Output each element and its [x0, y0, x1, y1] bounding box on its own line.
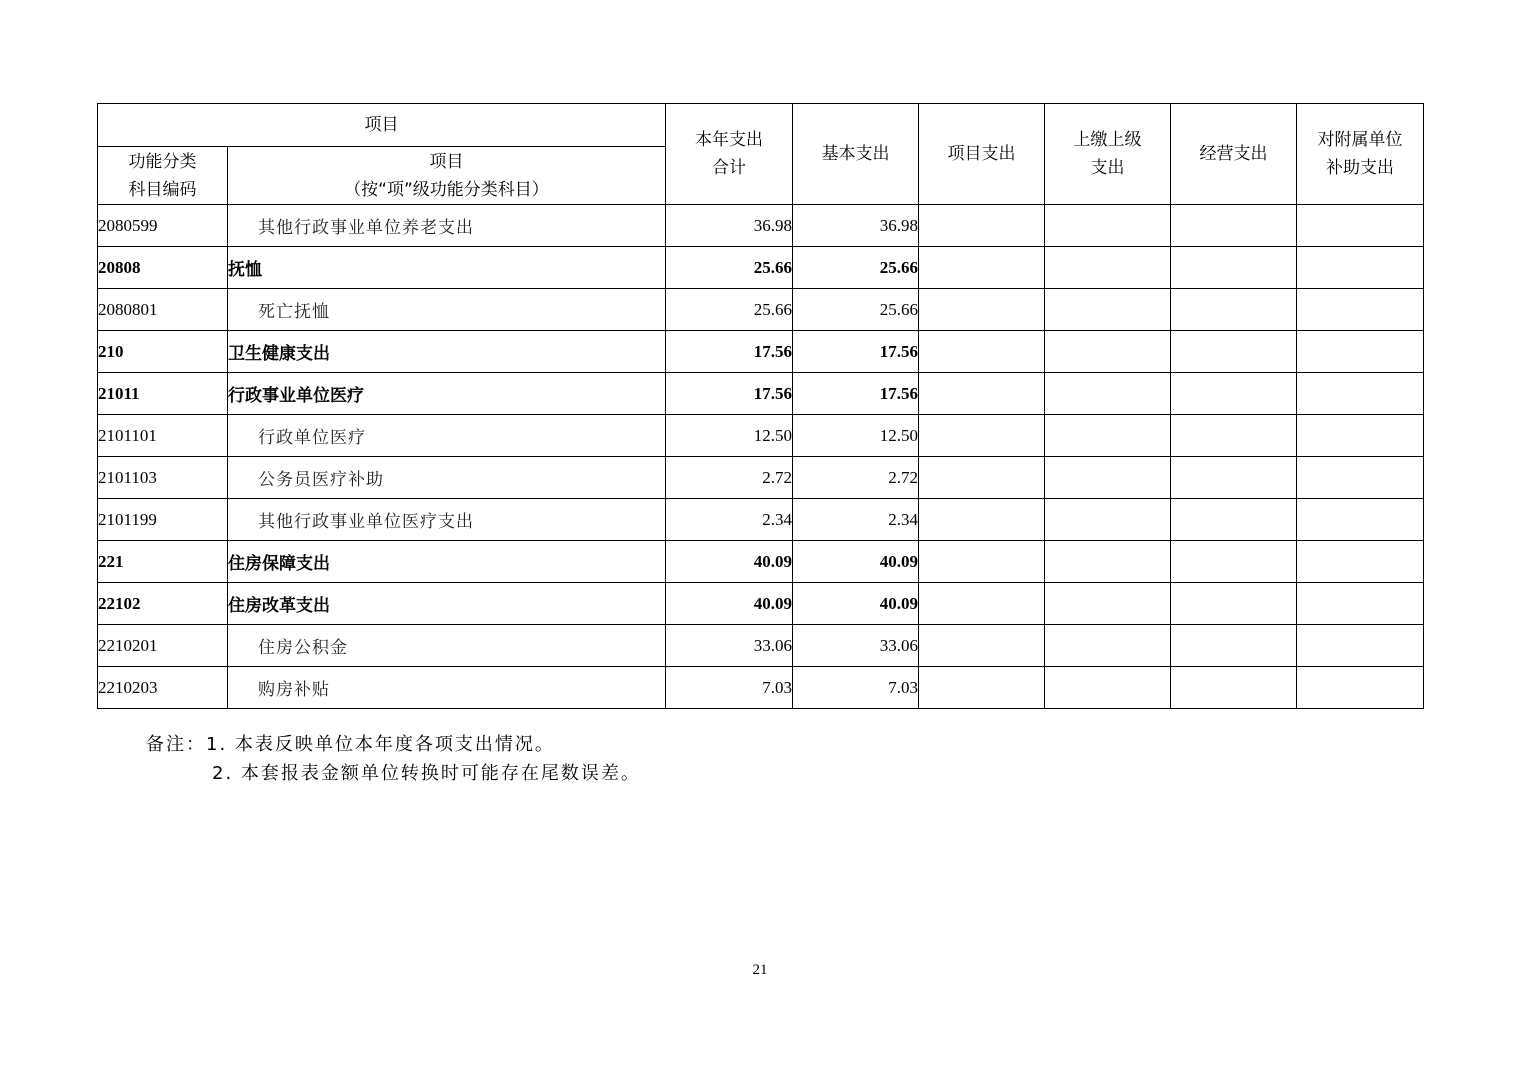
- cell-basic: 7.03: [793, 667, 919, 709]
- cell-upper: [1045, 667, 1171, 709]
- cell-upper: [1045, 583, 1171, 625]
- cell-total: 2.34: [666, 499, 793, 541]
- cell-code: 21011: [98, 373, 228, 415]
- header-item-sub: 项目 （按“项”级功能分类科目）: [228, 147, 666, 205]
- cell-project: [919, 625, 1045, 667]
- cell-code: 2080801: [98, 289, 228, 331]
- cell-name: 住房保障支出: [228, 541, 666, 583]
- cell-basic: 2.34: [793, 499, 919, 541]
- table-row: [98, 373, 1424, 415]
- cell-basic: 25.66: [793, 247, 919, 289]
- cell-operating: [1171, 415, 1297, 457]
- cell-total: 40.09: [666, 583, 793, 625]
- cell-subsidy: [1297, 457, 1424, 499]
- table-row: [98, 247, 1424, 289]
- cell-upper: [1045, 457, 1171, 499]
- cell-basic: 33.06: [793, 625, 919, 667]
- cell-operating: [1171, 331, 1297, 373]
- cell-operating: [1171, 499, 1297, 541]
- cell-total: 33.06: [666, 625, 793, 667]
- header-upper: 上缴上级 支出: [1045, 104, 1171, 205]
- cell-subsidy: [1297, 667, 1424, 709]
- cell-code: 2101103: [98, 457, 228, 499]
- table-notes: [146, 730, 641, 788]
- cell-total: 17.56: [666, 373, 793, 415]
- cell-total: 12.50: [666, 415, 793, 457]
- cell-total: 40.09: [666, 541, 793, 583]
- cell-operating: [1171, 457, 1297, 499]
- cell-name: 住房改革支出: [228, 583, 666, 625]
- cell-upper: [1045, 499, 1171, 541]
- cell-code: 20808: [98, 247, 228, 289]
- cell-upper: [1045, 331, 1171, 373]
- cell-operating: [1171, 625, 1297, 667]
- cell-total: 2.72: [666, 457, 793, 499]
- cell-code: 2101199: [98, 499, 228, 541]
- cell-total: 7.03: [666, 667, 793, 709]
- cell-project: [919, 415, 1045, 457]
- cell-name: 其他行政事业单位养老支出: [228, 205, 666, 247]
- cell-subsidy: [1297, 415, 1424, 457]
- cell-upper: [1045, 541, 1171, 583]
- cell-project: [919, 499, 1045, 541]
- cell-name: 其他行政事业单位医疗支出: [228, 499, 666, 541]
- cell-name: 住房公积金: [228, 625, 666, 667]
- cell-subsidy: [1297, 331, 1424, 373]
- table-row: [98, 205, 1424, 247]
- cell-project: [919, 457, 1045, 499]
- cell-basic: 25.66: [793, 289, 919, 331]
- table-row: [98, 625, 1424, 667]
- cell-subsidy: [1297, 541, 1424, 583]
- cell-basic: 12.50: [793, 415, 919, 457]
- cell-name: 行政单位医疗: [228, 415, 666, 457]
- table-row: [98, 499, 1424, 541]
- table-row: [98, 289, 1424, 331]
- header-total: 本年支出 合计: [666, 104, 793, 205]
- cell-upper: [1045, 205, 1171, 247]
- cell-upper: [1045, 289, 1171, 331]
- cell-upper: [1045, 415, 1171, 457]
- cell-project: [919, 289, 1045, 331]
- cell-code: 2080599: [98, 205, 228, 247]
- note-line-1: 备注：1. 本表反映单位本年度各项支出情况。: [146, 734, 555, 755]
- expenditure-table: [97, 103, 1424, 709]
- table-row: [98, 541, 1424, 583]
- header-operating: 经营支出: [1171, 104, 1297, 205]
- cell-total: 25.66: [666, 247, 793, 289]
- cell-project: [919, 541, 1045, 583]
- cell-operating: [1171, 289, 1297, 331]
- cell-subsidy: [1297, 205, 1424, 247]
- cell-project: [919, 205, 1045, 247]
- cell-basic: 17.56: [793, 331, 919, 373]
- cell-operating: [1171, 205, 1297, 247]
- cell-subsidy: [1297, 289, 1424, 331]
- cell-subsidy: [1297, 499, 1424, 541]
- table-row: [98, 331, 1424, 373]
- table-row: [98, 667, 1424, 709]
- cell-subsidy: [1297, 247, 1424, 289]
- page-number: 21: [752, 962, 768, 978]
- cell-operating: [1171, 541, 1297, 583]
- table-row: [98, 457, 1424, 499]
- cell-basic: 17.56: [793, 373, 919, 415]
- header-func-code: 功能分类 科目编码: [98, 147, 228, 205]
- cell-operating: [1171, 373, 1297, 415]
- cell-total: 25.66: [666, 289, 793, 331]
- cell-basic: 2.72: [793, 457, 919, 499]
- cell-name: 行政事业单位医疗: [228, 373, 666, 415]
- table-row: [98, 415, 1424, 457]
- cell-subsidy: [1297, 373, 1424, 415]
- cell-basic: 40.09: [793, 583, 919, 625]
- cell-subsidy: [1297, 625, 1424, 667]
- cell-operating: [1171, 667, 1297, 709]
- cell-code: 2101101: [98, 415, 228, 457]
- cell-project: [919, 583, 1045, 625]
- cell-code: 22102: [98, 583, 228, 625]
- cell-name: 死亡抚恤: [228, 289, 666, 331]
- note-line-2: 2. 本套报表金额单位转换时可能存在尾数误差。: [212, 763, 641, 784]
- cell-basic: 36.98: [793, 205, 919, 247]
- cell-upper: [1045, 373, 1171, 415]
- cell-upper: [1045, 625, 1171, 667]
- cell-operating: [1171, 583, 1297, 625]
- header-basic: 基本支出: [793, 104, 919, 205]
- cell-operating: [1171, 247, 1297, 289]
- cell-basic: 40.09: [793, 541, 919, 583]
- cell-code: 2210201: [98, 625, 228, 667]
- header-project: 项目支出: [919, 104, 1045, 205]
- cell-name: 公务员医疗补助: [228, 457, 666, 499]
- cell-total: 36.98: [666, 205, 793, 247]
- cell-code: 210: [98, 331, 228, 373]
- cell-project: [919, 667, 1045, 709]
- cell-code: 2210203: [98, 667, 228, 709]
- cell-upper: [1045, 247, 1171, 289]
- cell-code: 221: [98, 541, 228, 583]
- cell-project: [919, 247, 1045, 289]
- cell-project: [919, 331, 1045, 373]
- header-subsidy: 对附属单位 补助支出: [1297, 104, 1424, 205]
- table-row: [98, 583, 1424, 625]
- header-item: 项目: [98, 104, 666, 147]
- cell-project: [919, 373, 1045, 415]
- cell-name: 抚恤: [228, 247, 666, 289]
- cell-name: 卫生健康支出: [228, 331, 666, 373]
- cell-subsidy: [1297, 583, 1424, 625]
- cell-total: 17.56: [666, 331, 793, 373]
- cell-name: 购房补贴: [228, 667, 666, 709]
